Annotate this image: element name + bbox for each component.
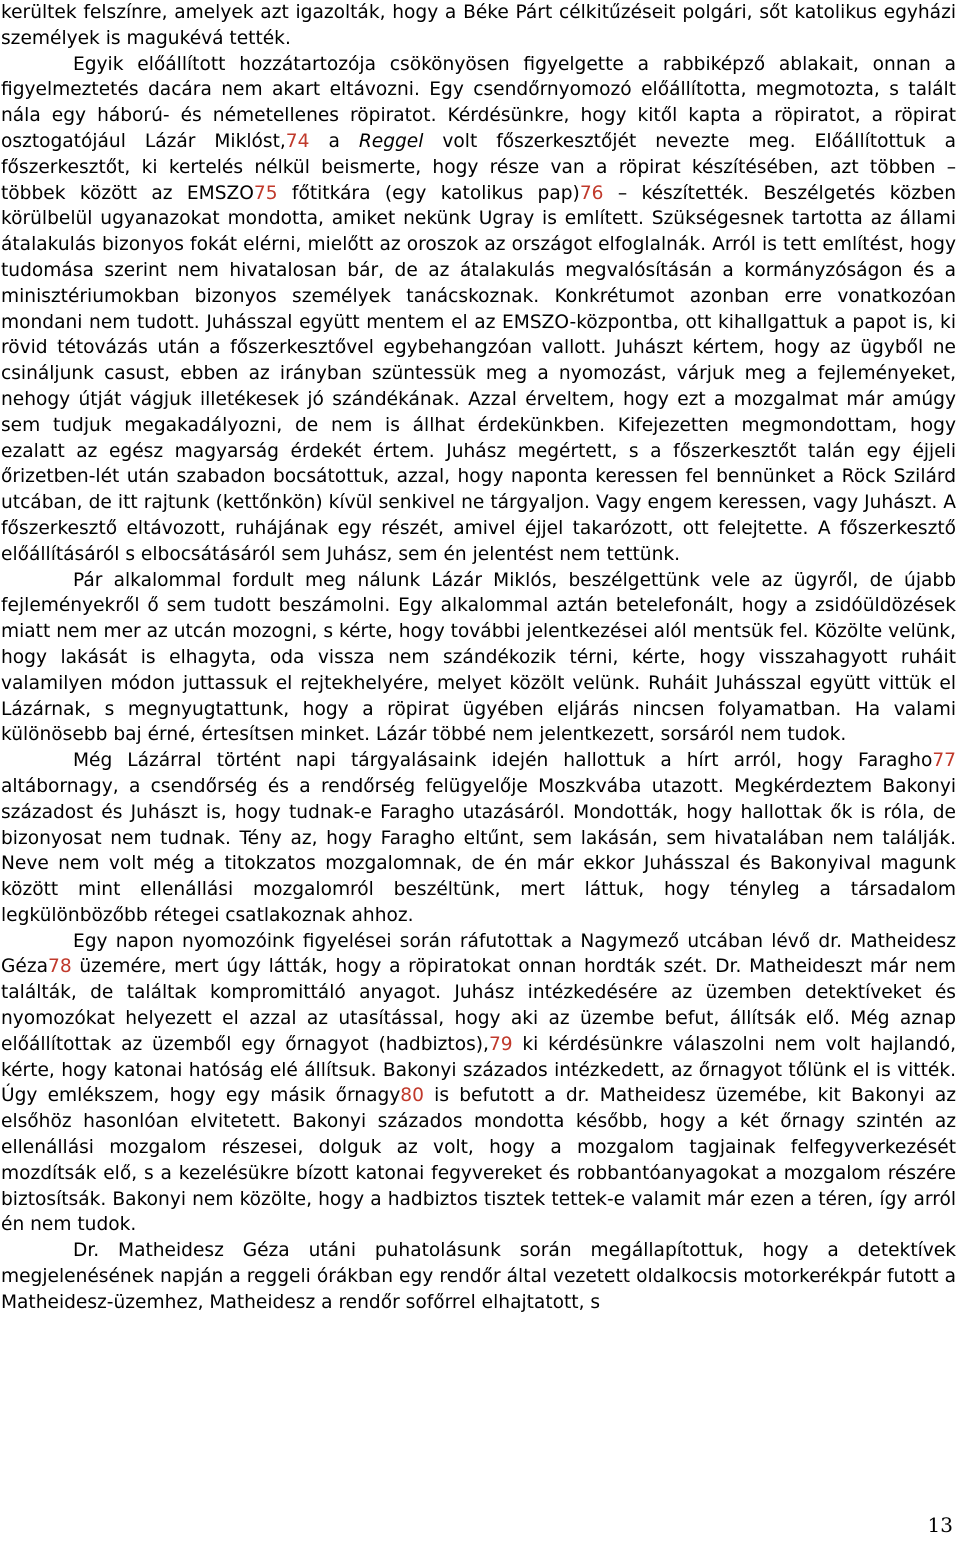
text-run: Pár alkalommal fordult meg nálunk Lázár Miklós, beszélgettünk vele az ügyről, de újabb fejleményekről ő sem tudott beszámolni. Egy alkalommal aztán betelefonált, hogy a zsidóüldözések miatt nem mer az utcán mozogni, s kérte, hogy további jelentkezései alól mentsük fel. Közölte velünk, hogy lakását is elhagyta, oda vissza nem szándékozik térni, kérte, hogy visszahagyott ruháit valamilyen módon juttassuk el rejtekhelyére, melyet közölt velünk. Ruháit Juhásszal együtt vittük el Lázárnak, s megnyugtattunk, hogy a röpirat ügyében eljárás nincsen folyamatban. Ha valami különösebb baj érné, értesítsen minket. Lázár többé nem jelentkezett, sorsáról nem tudok. — [1, 569, 956, 746]
text-run: a — [309, 130, 359, 152]
footnote-marker[interactable]: 75 — [253, 182, 278, 204]
footnote-marker[interactable]: 76 — [579, 182, 604, 204]
text-run: – készítették. Beszélgetés közben körülbelül ugyanazokat mondotta, amiket nekünk Ugray is említett. Szükségesnek tartotta az állami átalakulás bizonyos fokát elérni, mielőtt az oroszok az országot elfoglalnák. Arról is tett említést, hogy tudomása szerint nem hivatalosan bár, de az átalakulás megvalósításán a kormányzóságon és a minisztériumokban bizonyos személyek tanácskoznak. Konkrétumot azonban erre vonatkozóan mondani nem tudott. Juhásszal együtt mentem el az EMSZO-központba, ott kihallgattuk a papot is, ki rövid tétovázás után a főszerkesztővel egybehangzóan vallott. Juhászt kértem, hogy az ügyből ne csináljunk casust, ebben az irányban szüntessük meg a nyomozást, várjuk meg a fejleményeket, nehogy útját vágjuk illetékesek jó szándékának. Azzal érveltem, hogy ezt a mozgalmat már amúgy sem tudjuk megakadályozni, de nem is állhat érdekünkben. Kifejezetten megmondottam, hogy ezalatt az egész magyarság érdekét értem. Juhász megértett, s a főszerkesztőt talán egy éjjeli őrizetben-lét után szabadon bocsátottuk, azzal, hogy naponta keressen fel bennünket a Röck Szilárd utcában, de itt rajtunk (kettőnkön) kívül senkivel ne tárgyaljon. Vagy engem keressen, vagy Juhászt. A főszerkesztő eltávozott, ruhájának egy részét, amivel éjjel takarózott, ott felejtette. A főszerkesztő előállításáról s elbocsátásáról sem Juhász, sem én jelentést nem tettünk. — [1, 182, 956, 565]
footnote-marker[interactable]: 79 — [488, 1033, 513, 1055]
text-run: főtitkára (egy katolikus pap) — [277, 182, 580, 204]
text-run: kerültek felszínre, amelyek azt igazolták, hogy a Béke Párt célkitűzéseit polgári, sőt katolikus egyházi személyek is magukévá tették. — [1, 2, 956, 49]
text-run: Egyik előállított hozzátartozója csökönyösen figyelgette a rabbiképző ablakait, onnan a figyelmeztetés dacára nem akart eltávozni. Egy csendőrnyomozó előállította, megmotozta, s talált nála egy háború- és németellenes röpiratot. Kérdésünkre, hogy kitől kapta a röpiratot, a röpirat osztogatójául Lázár Miklóst, — [1, 53, 956, 152]
text-run: altábornagy, a csendőrség és a rendőrség felügyelője Moszkvába utazott. Megkérdeztem Bakonyi századost és Juhászt is, hogy tudnak-e Faragho utazásáról. Mondották, hogy hallottak ők is róla, de bizonyosat nem tudnak. Tény az, hogy Faragho eltűnt, sem lakásán, sem hivatalában nem találják. Neve nem volt még a titokzatos mozgalomnak, de én már ekkor Juhásszal és Bakonyival magunk között mint ellenállási mozgalomról beszéltünk, mert láttuk, hogy tényleg a társadalom legkülönbözőbb rétegei csatlakoznak ahhoz. — [1, 775, 956, 926]
text-run: volt főszerkesztőjét nevezte meg. Előállítottuk a főszerkesztőt, ki kertelés nélkül beismerte, hogy része van a röpirat készítésében, azt többen – többek között az EMSZO — [1, 130, 956, 204]
page-number: 13 — [927, 1513, 953, 1537]
italic-text: Reggel — [358, 130, 424, 152]
paragraph — [1, 1238, 956, 1315]
body-text — [1, 0, 956, 1316]
text-run: Dr. Matheidesz Géza utáni puhatolásunk során megállapítottuk, hogy a detektívek megjelenésének napján a reggeli órákban egy rendőr által vezetett oldalkocsis motorkerékpár futott a Matheidesz-üzemhez, Matheidesz a rendőr sofőrrel elhajtatott, s — [1, 1240, 956, 1313]
footnote-marker[interactable]: 77 — [932, 750, 956, 772]
paragraph — [1, 52, 956, 568]
text-run: Egy napon nyomozóink figyelései során ráfutottak a Nagymező utcában lévő dr. Matheidesz Géza — [1, 930, 956, 978]
paragraph — [1, 748, 956, 929]
text-run: is befutott a dr. Matheidesz üzemébe, kit Bakonyi az elsőhöz hasonlóan elvitetett. Bakonyi százados mondotta később, hogy a két őrnagy szintén az ellenállási mozgalom részesei, dolguk az volt, hogy a mozgalom tagjainak felfegyverkezését mozdítsák elő, s a kezelésükre bízott katonai fegyvereket és robbantóanyagokat a mozgalom részére biztosítsák. Bakonyi nem közölte, hogy a hadbiztos tisztek tettek-e valamit már ezen a téren, így arról én nem tudok. — [1, 1085, 956, 1236]
footnote-marker[interactable]: 80 — [400, 1085, 424, 1107]
paragraph — [1, 929, 956, 1239]
paragraph — [1, 0, 956, 52]
text-run: üzemére, mert úgy látták, hogy a röpiratokat onnan hordták szét. Dr. Matheideszt már nem találták, de találtak kompromittáló anyagot. Juhász intézkedésére az üzemben detektíveket és nyomozókat helyezett el azzal az utasítással, hogy aki az üzembe befut, állítsák elő. Még aznap előállítottak az üzemből egy őrnagyot (hadbiztos), — [1, 956, 956, 1055]
text-run: ki kérdésünkre válaszolni nem volt hajlandó, kérte, hogy katonai hatóság elé állítsuk. Bakonyi százados intézkedett, az őrnagyot tőlünk el is vitték. Úgy emlékszem, hogy egy másik őrnagy — [1, 1033, 956, 1107]
text-run: Még Lázárral történt napi tárgyalásaink idején hallottuk a hírt arról, hogy Faragho — [73, 750, 933, 772]
footnote-marker[interactable]: 78 — [48, 956, 72, 978]
paragraph — [1, 568, 956, 749]
footnote-marker[interactable]: 74 — [285, 130, 310, 152]
